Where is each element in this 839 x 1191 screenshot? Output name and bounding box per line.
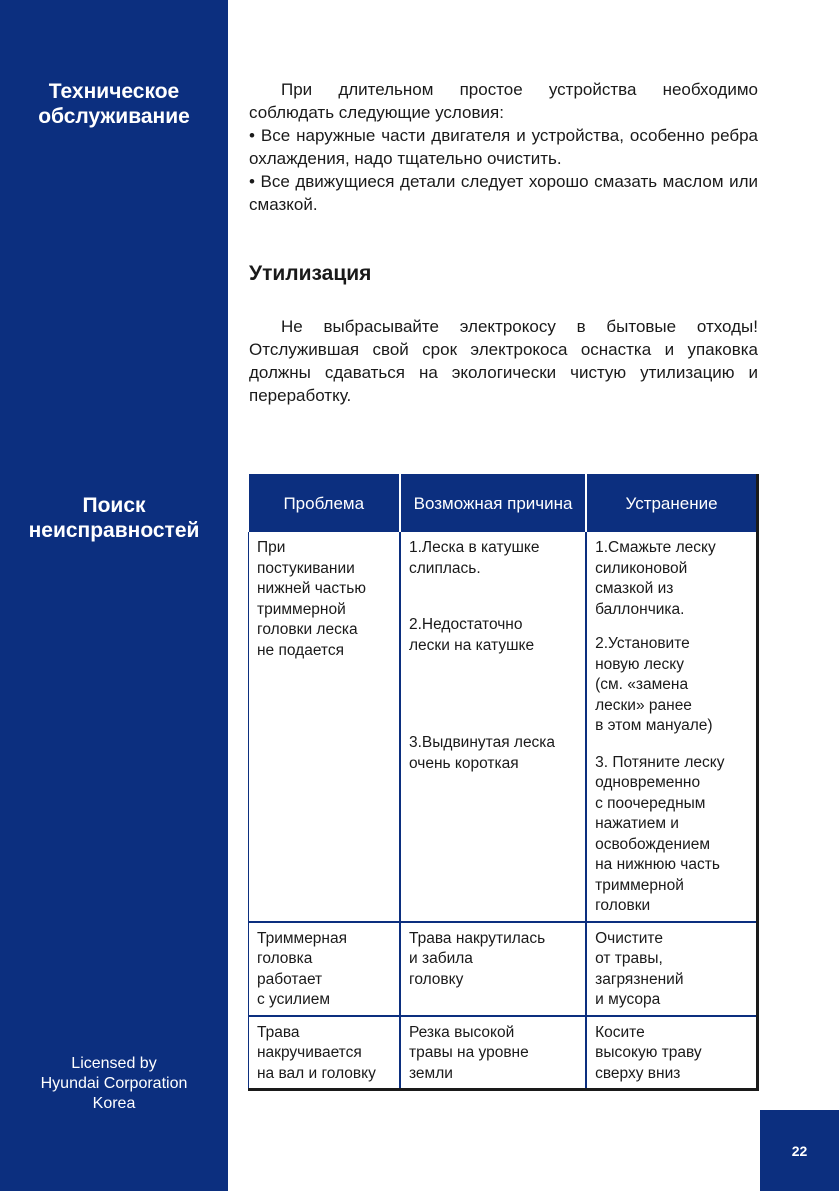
cause-text: Резка высокой травы на уровне земли xyxy=(409,1023,529,1082)
maintenance-intro: При длительном простое устройства необходимо соблюдать следующие условия: xyxy=(249,80,758,122)
license-note xyxy=(0,1054,228,1114)
cause-cell xyxy=(400,532,586,922)
fix-cell xyxy=(586,922,757,1016)
problem-cell xyxy=(249,1016,401,1090)
fix-text: 3. Потяните леску одновременно с поочередным нажатием и освобождением на нижнюю часть триммерной головки xyxy=(595,753,725,914)
fix-text: 1.Смажьте леску силиконовой смазкой из баллончика. xyxy=(595,539,716,618)
troubleshooting-heading: Поиск неисправностей xyxy=(28,494,200,542)
fix-cell xyxy=(586,1016,757,1090)
header-cause: Возможная причина xyxy=(400,474,586,532)
maintenance-section xyxy=(249,78,758,216)
header-problem: Проблема xyxy=(249,474,401,532)
problem-cell xyxy=(249,922,401,1016)
fix-cell xyxy=(586,532,757,922)
license-line: Korea xyxy=(92,1095,136,1112)
maintenance-bullet: • Все наружные части двигателя и устройства, особенно ребра охлаждения, надо тщательно очистить. xyxy=(249,126,758,168)
cause-text: 1.Леска в катушке слиплась. xyxy=(409,539,540,577)
table-row xyxy=(249,1016,758,1090)
cause-cell xyxy=(400,1016,586,1090)
problem-text: Триммерная головка работает с усилием xyxy=(257,929,348,1008)
sidebar xyxy=(0,0,228,1191)
license-line: Licensed by xyxy=(71,1055,157,1072)
fix-text: Косите высокую траву сверху вниз xyxy=(595,1023,702,1082)
fix-text: 2.Установите новую леску (см. «замена лески» ранее в этом мануале) xyxy=(595,635,713,734)
cause-text: 3.Выдвинутая леска очень короткая xyxy=(409,734,556,772)
maintenance-bullet: • Все движущиеся детали следует хорошо смазать маслом или смазкой. xyxy=(249,172,758,214)
table-row xyxy=(249,532,758,922)
maintenance-heading: Техническое обслуживание xyxy=(38,80,190,128)
problem-text: При постукивании нижней частью триммерной головки леска не подается xyxy=(257,539,366,659)
cause-cell xyxy=(400,922,586,1016)
license-line: Hyundai Corporation xyxy=(40,1075,188,1092)
table-header-row xyxy=(249,474,758,532)
problem-cell xyxy=(249,532,401,922)
disposal-text: Не выбрасывайте электрокосу в бытовые отходы! Отслужившая свой срок электрокоса оснастка и упаковка должны сдаваться на экологически чистую утилизацию и переработку. xyxy=(249,317,758,405)
table-row xyxy=(249,922,758,1016)
page-number: 22 xyxy=(760,1110,839,1191)
troubleshooting-table xyxy=(248,474,759,1091)
cause-text: Трава накрутилась и забила головку xyxy=(409,929,546,988)
problem-text: Трава накручивается на вал и головку xyxy=(257,1023,376,1082)
header-fix: Устранение xyxy=(586,474,757,532)
disposal-section xyxy=(249,315,758,407)
fix-text: Очистите от травы, загрязнений и мусора xyxy=(595,929,684,1008)
cause-text: 2.Недостаточно лески на катушке xyxy=(409,616,535,654)
disposal-title: Утилизация xyxy=(249,262,372,285)
